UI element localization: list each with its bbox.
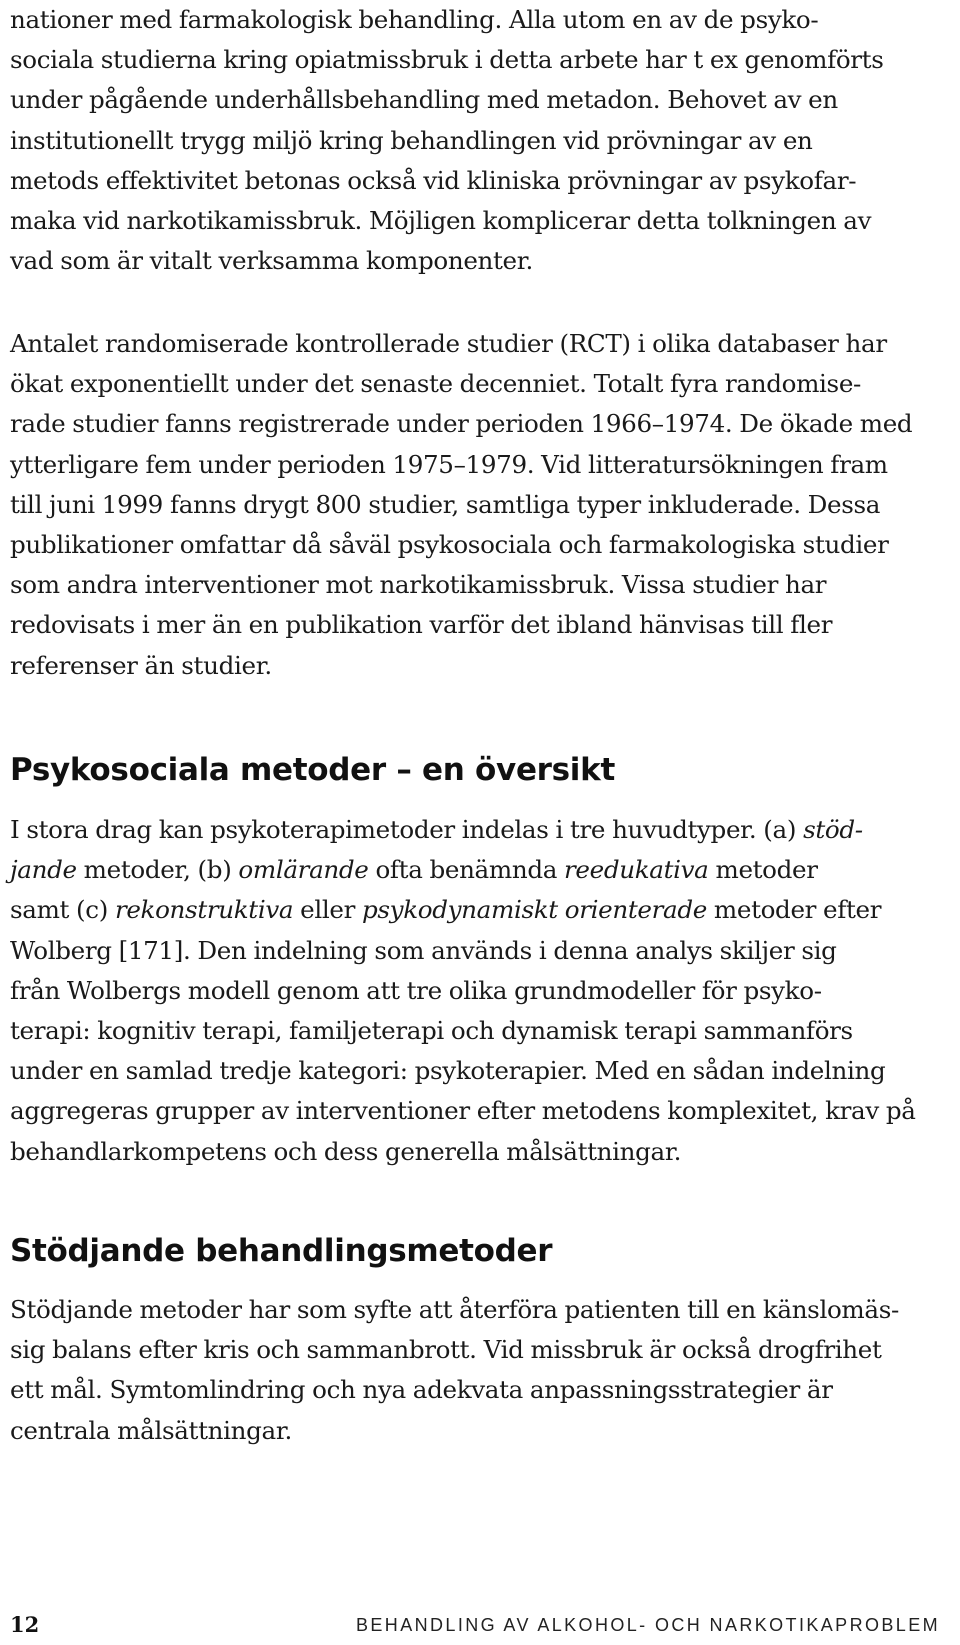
text-line: vad som är vitalt verksamma komponenter.	[10, 246, 533, 276]
page-footer	[10, 1610, 940, 1640]
running-title: BEHANDLING AV ALKOHOL- OCH NARKOTIKAPROBLEM	[356, 1615, 940, 1635]
text-line: publikationer omfattar då såväl psykosociala och farmakologiska studier	[10, 530, 889, 560]
text-line: från Wolbergs modell genom att tre olika grundmodeller för psyko-	[10, 975, 822, 1005]
text-line: sociala studierna kring opiatmissbruk i detta arbete har t ex genomförts	[10, 45, 884, 75]
text-line: ökat exponentiellt under det senaste decenniet. Totalt fyra randomise-	[10, 369, 861, 399]
text-line: rade studier fanns registrerade under perioden 1966–1974. De ökade med	[10, 409, 913, 439]
section-heading: Psykosociala metoder – en översikt	[10, 752, 615, 788]
text-run: eller	[293, 895, 363, 925]
text-line	[10, 810, 916, 850]
text-line: som andra interventioner mot narkotikamissbruk. Vissa studier har	[10, 570, 827, 600]
italic-term: psykodynamiskt orienterade	[362, 895, 707, 925]
text-line: Antalet randomiserade kontrollerade studier (RCT) i olika databaser har	[10, 329, 887, 358]
italic-term: reedukativa	[564, 855, 709, 885]
italic-term: omlärande	[238, 855, 369, 885]
text-line: metods effektivitet betonas också vid kliniska prövningar av psykofar-	[10, 165, 857, 195]
text-line: institutionellt trygg miljö kring behandlingen vid prövningar av en	[10, 125, 813, 155]
text-line: aggregeras grupper av interventioner efter metodens komplexitet, krav på	[10, 1096, 916, 1126]
text-line: ett mål. Symtomlindring och nya adekvata anpassningsstrategier är	[10, 1375, 833, 1405]
text-line: Wolberg [171]. Den indelning som används i denna analys skiljer sig	[10, 935, 837, 965]
paragraph	[10, 810, 916, 1172]
text-line: nationer med farmakologisk behandling. Alla utom en av de psyko-	[10, 5, 819, 34]
text-run: metoder, (b)	[76, 855, 239, 885]
text-run: metoder efter	[706, 895, 882, 925]
text-line: maka vid narkotikamissbruk. Möjligen komplicerar detta tolkningen av	[10, 206, 872, 236]
paragraph	[10, 324, 912, 686]
section-heading: Stödjande behandlingsmetoder	[10, 1233, 553, 1269]
text-line	[10, 850, 916, 890]
text-line: redovisats i mer än en publikation varför det ibland hänvisas till fler	[10, 610, 833, 640]
text-run: metoder	[708, 855, 818, 885]
italic-term: stöd-	[803, 815, 863, 844]
text-run: ofta benämnda	[368, 855, 565, 885]
text-line: ytterligare fem under perioden 1975–1979. Vid litteratursökningen fram	[10, 449, 888, 479]
text-line: under en samlad tredje kategori: psykoterapier. Med en sådan indelning	[10, 1056, 886, 1086]
italic-term: rekonstruktiva	[114, 895, 294, 925]
text-line	[10, 890, 916, 930]
paragraph	[10, 0, 884, 281]
text-line: under pågående underhållsbehandling med metadon. Behovet av en	[10, 85, 838, 115]
text-line: till juni 1999 fanns drygt 800 studier, samtliga typer inkluderade. Dessa	[10, 489, 881, 519]
text-line: behandlarkompetens och dess generella målsättningar.	[10, 1136, 682, 1166]
page-number: 12	[10, 1612, 40, 1637]
text-line: sig balans efter kris och sammanbrott. Vid missbruk är också drogfrihet	[10, 1335, 882, 1365]
italic-term: jande	[10, 855, 77, 885]
paragraph	[10, 1290, 899, 1451]
text-run: samt (c)	[10, 895, 115, 925]
text-line: centrala målsättningar.	[10, 1415, 292, 1445]
text-line: Stödjande metoder har som syfte att återföra patienten till en känslomäs-	[10, 1295, 899, 1324]
text-line: referenser än studier.	[10, 650, 272, 680]
text-run: I stora drag kan psykoterapimetoder indelas i tre huvudtyper. (a)	[10, 815, 804, 844]
text-line: terapi: kognitiv terapi, familjeterapi och dynamisk terapi sammanförs	[10, 1016, 853, 1046]
